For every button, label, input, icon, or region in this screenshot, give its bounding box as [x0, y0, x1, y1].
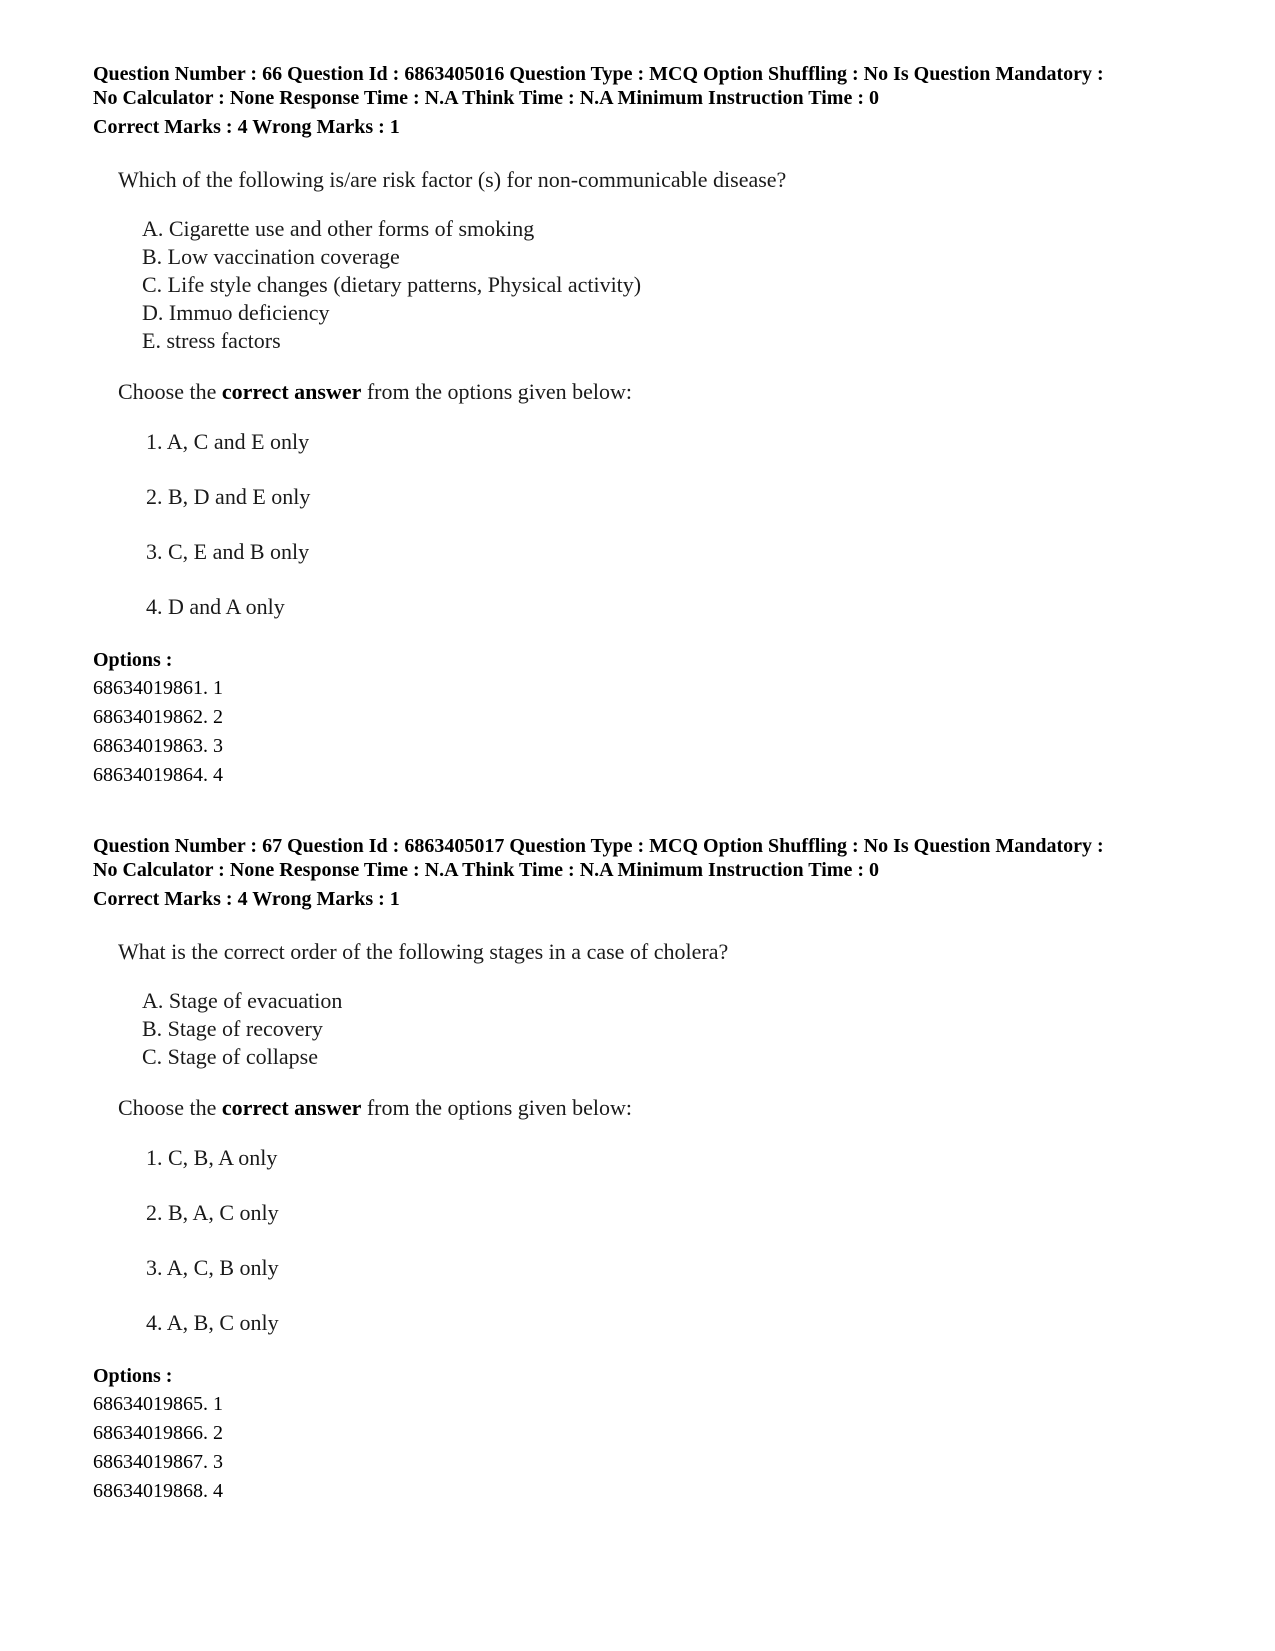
- answer-item: 1. C, B, A only: [146, 1145, 278, 1170]
- answer-item: 4. D and A only: [146, 594, 285, 619]
- statement-item: C. Life style changes (dietary patterns, Physical activity): [142, 272, 642, 297]
- question-meta-line-1: Question Number : 67 Question Id : 6863405017 Question Type : MCQ Option Shuffling : No Is Question Mandatory :: [93, 835, 1104, 857]
- answer-item: 3. C, E and B only: [146, 539, 310, 564]
- statement-item: B. Low vaccination coverage: [142, 244, 400, 269]
- options-section: [93, 1362, 1213, 1506]
- choose-prefix: Choose the: [118, 1095, 222, 1120]
- choose-suffix: from the options given below:: [361, 379, 633, 404]
- option-id: 68634019865. 1: [93, 1393, 223, 1415]
- options-label: Options :: [93, 1365, 173, 1387]
- choose-instruction: [118, 377, 1238, 407]
- option-id: 68634019868. 4: [93, 1480, 223, 1502]
- answer-item: 3. A, C, B only: [146, 1255, 279, 1280]
- option-id: 68634019861. 1: [93, 677, 223, 699]
- choose-suffix: from the options given below:: [361, 1095, 633, 1120]
- question-content: [118, 165, 1238, 622]
- statement-item: B. Stage of recovery: [142, 1016, 323, 1041]
- option-id: 68634019867. 3: [93, 1451, 223, 1473]
- question-meta-line-2: No Calculator : None Response Time : N.A Think Time : N.A Minimum Instruction Time : 0: [93, 87, 879, 109]
- choose-bold: correct answer: [221, 1095, 362, 1120]
- option-id: 68634019866. 2: [93, 1422, 223, 1444]
- question-meta-line-1: Question Number : 66 Question Id : 6863405016 Question Type : MCQ Option Shuffling : No Is Question Mandatory :: [93, 63, 1104, 85]
- options-section: [93, 646, 1213, 790]
- choose-prefix: Choose the: [118, 379, 222, 404]
- question-meta: [93, 62, 1213, 139]
- statement-item: C. Stage of collapse: [142, 1044, 318, 1069]
- answer-item: 2. B, A, C only: [146, 1200, 279, 1225]
- statement-item: D. Immuo deficiency: [142, 300, 330, 325]
- question-block: [93, 62, 1213, 790]
- question-stem: What is the correct order of the following stages in a case of cholera?: [118, 939, 729, 964]
- answer-item: 2. B, D and E only: [146, 484, 311, 509]
- answer-list: [146, 1143, 1238, 1338]
- question-meta-line-2: No Calculator : None Response Time : N.A Think Time : N.A Minimum Instruction Time : 0: [93, 859, 879, 881]
- statement-list: [142, 987, 1238, 1071]
- options-label: Options :: [93, 649, 173, 671]
- question-content: [118, 937, 1238, 1338]
- question-meta: [93, 834, 1213, 911]
- choose-instruction: [118, 1093, 1238, 1123]
- statement-item: A. Stage of evacuation: [142, 988, 343, 1013]
- statement-list: [142, 215, 1238, 355]
- question-block: [93, 834, 1213, 1506]
- question-marks: Correct Marks : 4 Wrong Marks : 1: [93, 888, 400, 910]
- question-stem: Which of the following is/are risk factor (s) for non-communicable disease?: [118, 167, 787, 192]
- choose-bold: correct answer: [221, 379, 362, 404]
- option-id: 68634019863. 3: [93, 735, 223, 757]
- answer-item: 1. A, C and E only: [146, 429, 310, 454]
- option-id: 68634019864. 4: [93, 764, 223, 786]
- answer-item: 4. A, B, C only: [146, 1310, 279, 1335]
- answer-list: [146, 427, 1238, 622]
- statement-item: E. stress factors: [142, 328, 281, 353]
- option-id: 68634019862. 2: [93, 706, 223, 728]
- question-marks: Correct Marks : 4 Wrong Marks : 1: [93, 116, 400, 138]
- statement-item: A. Cigarette use and other forms of smoking: [142, 216, 535, 241]
